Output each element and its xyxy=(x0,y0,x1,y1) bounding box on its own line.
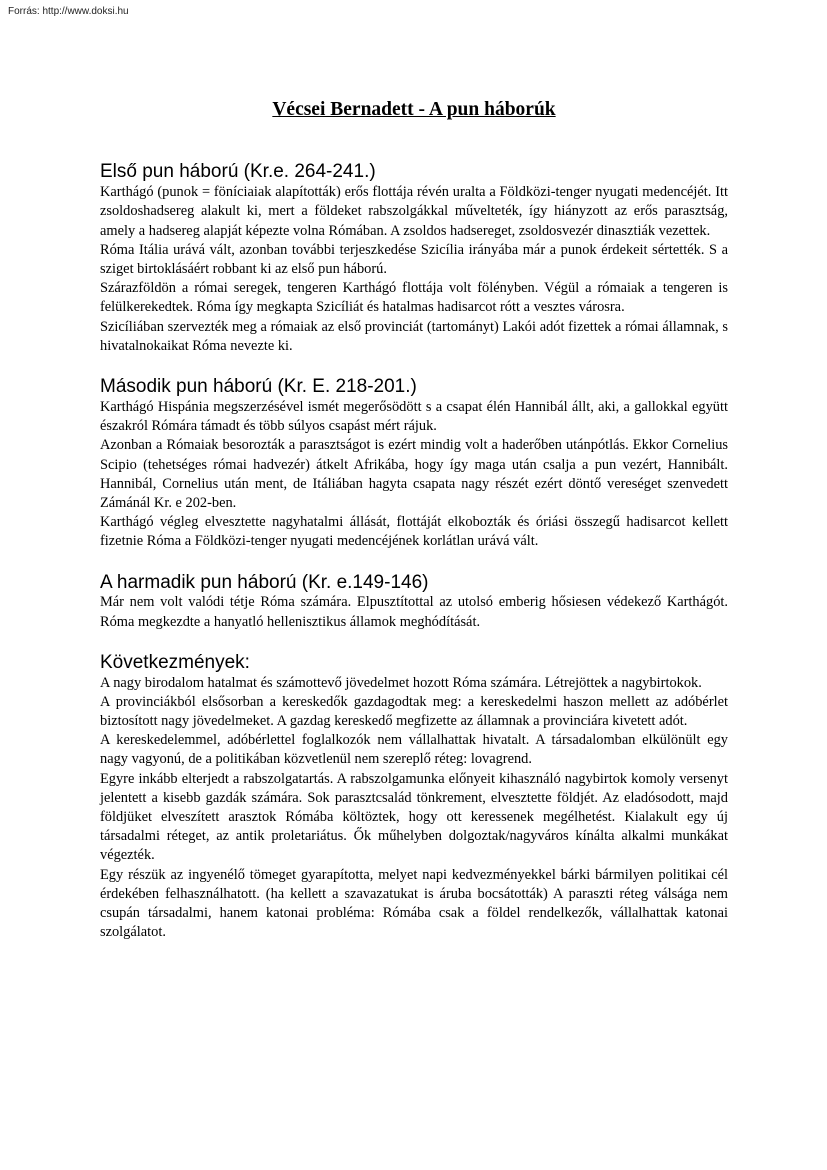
section-second-punic-war xyxy=(100,376,728,551)
paragraph: A kereskedelemmel, adóbérlettel foglalkozók nem vállalhattak hivatalt. A társadalomban elkülönült egy nagy vagyonú, de a politikában közvetlenül nem szereplő réteg: lovagrend. xyxy=(100,732,728,768)
paragraph: Szárazföldön a római seregek, tengeren Karthágó flottája volt fölényben. Végül a rómaiak a tengeren is felülkerekedtek. Róma így megkapta Szicíliát és hatalmas hadisarcot rótt a vesztes városra. xyxy=(100,280,728,316)
paragraph: Azonban a Rómaiak besorozták a parasztságot is ezért mindig volt a haderőben utánpótlás. Ekkor Cornelius Scipio (tehetséges római hadvezér) átkelt Afrikába, hogy így maga után csalja a pun vezért, Hannibált. Hannibál, Cornelius után ment, de Itáliában hagyta csapata nagy részét ezért döntő vereséget szenvedett Zámánál Kr. e 202-ben. xyxy=(100,437,728,511)
paragraph: Már nem volt valódi tétje Róma számára. Elpusztítottal az utolsó emberig hősiesen védekező Karthágót. Róma megkezdte a hanyatló hellenisztikus államok meghódítását. xyxy=(100,594,728,630)
paragraph: Karthágó végleg elvesztette nagyhatalmi állását, flottáját elkobozták és óriási összegű hadisarcot kellett fizetnie Róma a Földközi-tenger nyugati medencéjének korlátlan urává vált. xyxy=(100,514,728,550)
paragraph: A provinciákból elsősorban a kereskedők gazdagodtak meg: a kereskedelmi haszon mellett az adóbérlet biztosított nagy jövedelmeket. A gazdag kereskedő megfizette az államnak a provinciára kivetett adót. xyxy=(100,693,728,730)
section-heading: Második pun háború (Kr. E. 218-201.) xyxy=(100,376,417,398)
paragraph: Egy részük az ingyenélő tömeget gyarapította, melyet napi kedvezményekkel bárki bármilyen politikai cél érdekében felhasználhatott. (ha kellett a szavazatukat is áruba bocsátották) A paraszti réteg válsága nem csupán társadalmi, hanem katonai probléma: Rómába csak a földel rendelkezők, vállalhattak katonai szolgálatot. xyxy=(100,866,728,941)
section-heading: A harmadik pun háború (Kr. e.149-146) xyxy=(100,571,429,593)
section-third-punic-war xyxy=(100,572,728,632)
paragraph: Róma Itália urává vált, azonban további terjeszkedése Szicília irányába már a punok érdekeit sértették. S a sziget birtoklásáért robbant ki az első pun háború. xyxy=(100,241,728,278)
source-url-label: Forrás: http://www.doksi.hu xyxy=(8,6,129,17)
paragraph: Egyre inkább elterjedt a rabszolgatartás. A rabszolgamunka előnyeit kihasználó nagybirtok komoly versenyt jelentett a kisebb gazdák számára. Sok parasztcsalád tönkrement, elvesztette földjét. Az eladósodott, majd földjüket elveszített arasztok Rómába költöztek, hogy ott keressenek megélhetést. Kialakult egy új társadalmi réteget, az antik proletariátus. Ők műhelyben dolgoztak/nagyváros kínálta alkalmi munkákat végezték. xyxy=(100,770,728,864)
paragraph: Karthágó (punok = föníciaiak alapították) erős flottája révén uralta a Földközi-tenger nyugati medencéjét. Itt zsoldoshadsereg alakult ki, mert a földeket rabszolgákkal művelteték, így hiányzott az erős parasztság, amely a hadsereg alapját képezte volna Rómában. A zsoldos hadsereget, zsoldosvezér dinasztiák vezettek. xyxy=(100,184,728,239)
section-first-punic-war xyxy=(100,161,728,356)
document-page xyxy=(100,98,728,962)
section-consequences xyxy=(100,652,728,943)
document-title: Vécsei Bernadett - A pun háborúk xyxy=(272,99,556,120)
section-heading: Következmények: xyxy=(100,651,250,673)
paragraph: A nagy birodalom hatalmat és számottevő jövedelmet hozott Róma számára. Létrejöttek a nagybirtokok. xyxy=(100,674,702,691)
paragraph: Szicíliában szervezték meg a rómaiak az első provinciát (tartományt) Lakói adót fizettek a római államnak, s hivatalnokaikat Róma nevezte ki. xyxy=(100,318,728,354)
section-heading: Első pun háború (Kr.e. 264-241.) xyxy=(100,161,376,183)
paragraph: Karthágó Hispánia megszerzésével ismét megerősödött s a csapat élén Hannibál állt, aki, a gallokkal együtt északról Rómára támadt és több súlyos csapást mért rájuk. xyxy=(100,398,728,435)
